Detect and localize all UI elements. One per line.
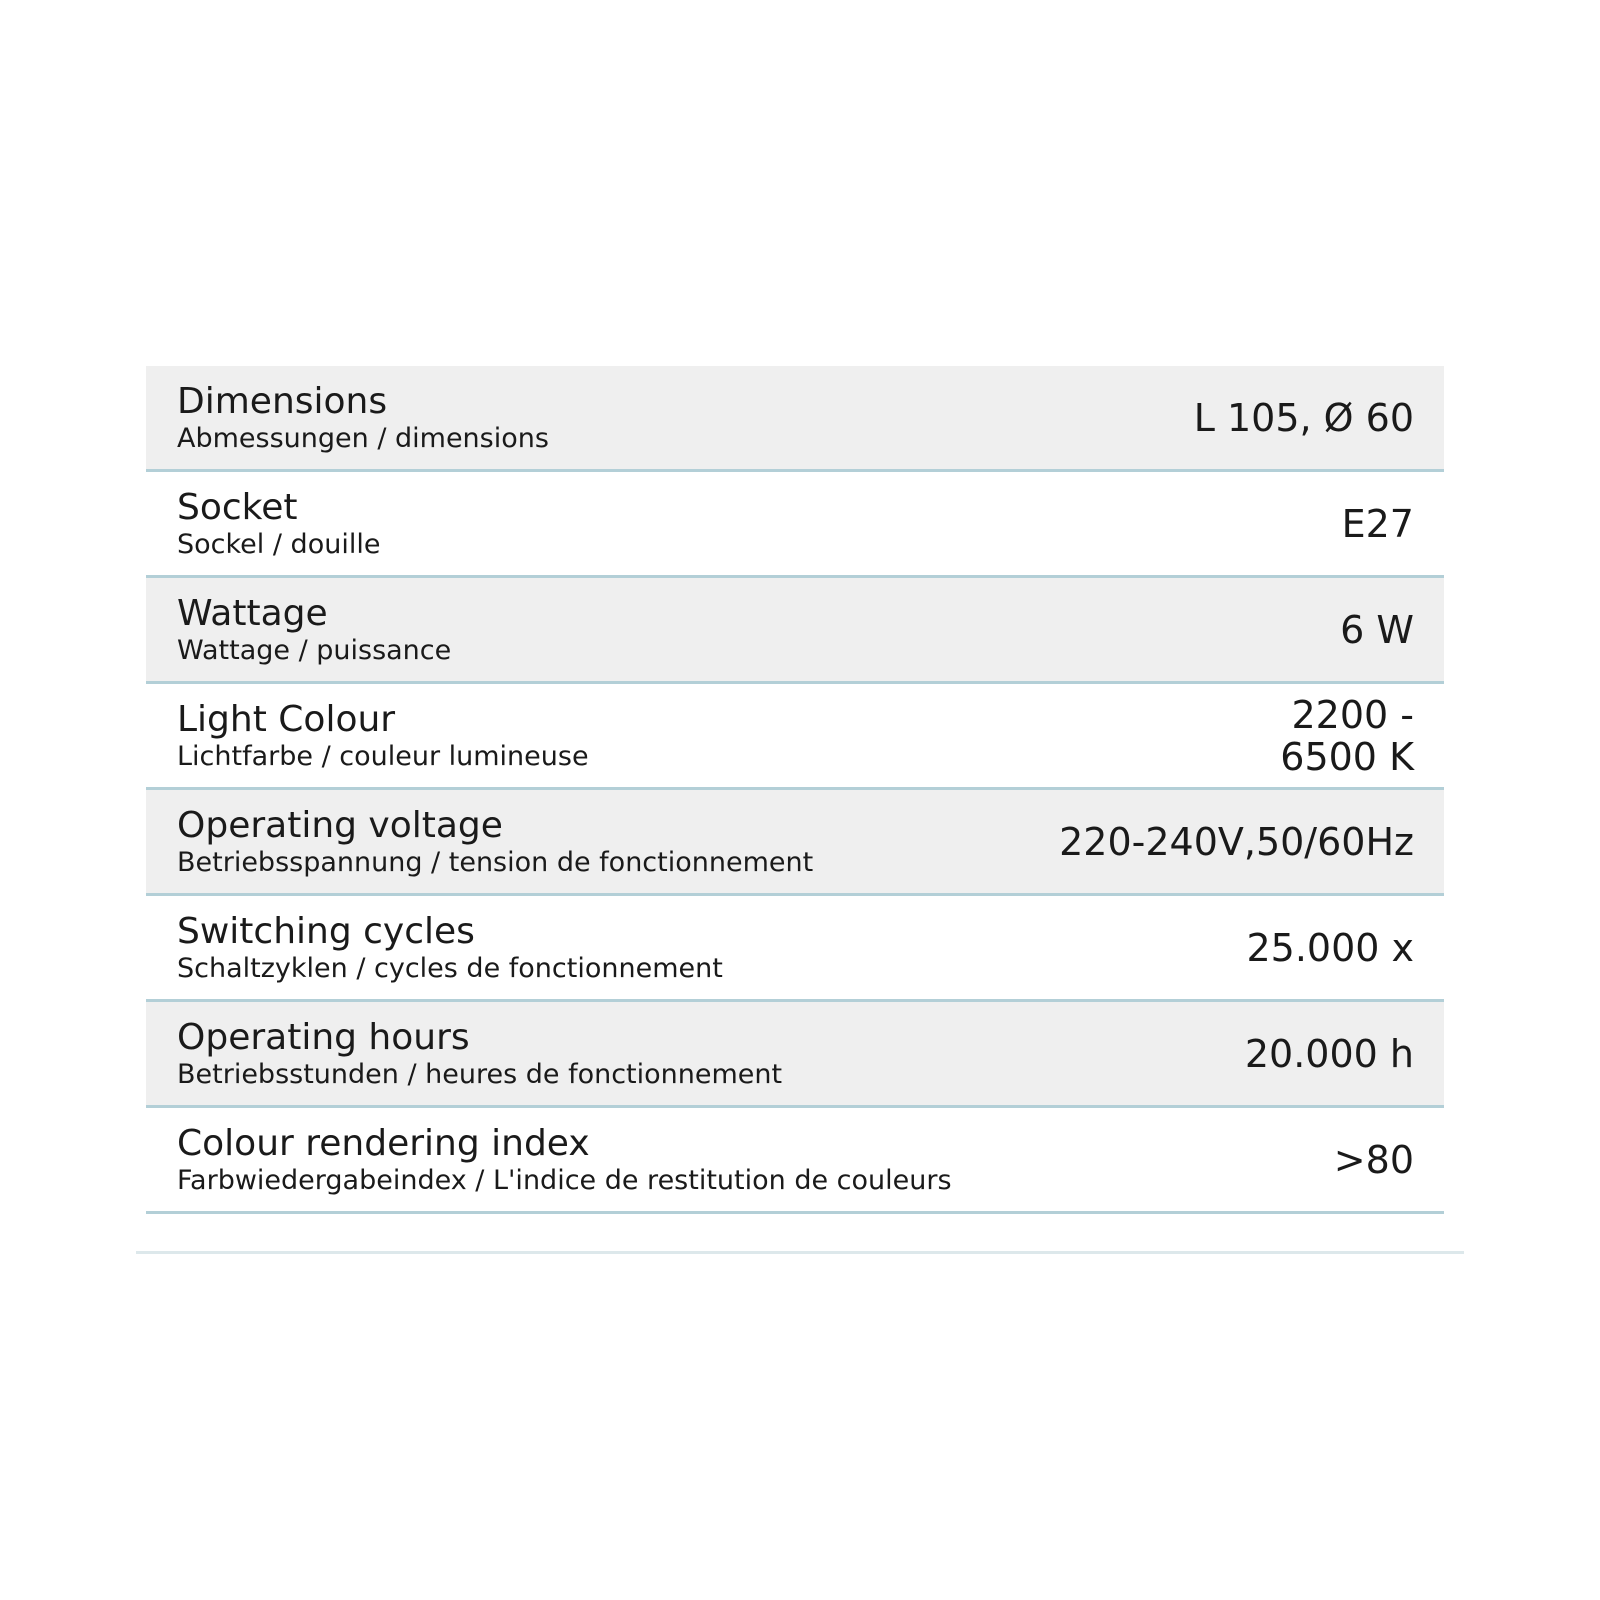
row-labels — [177, 699, 589, 773]
row-value: 6 W — [1340, 607, 1414, 652]
row-title: Switching cycles — [177, 910, 475, 952]
row-subtitle: Sockel / douille — [177, 528, 381, 560]
row-title: Operating voltage — [177, 804, 503, 846]
row-labels — [177, 593, 451, 667]
row-title: Light Colour — [177, 698, 396, 740]
row-subtitle: Abmessungen / dimensions — [177, 422, 549, 454]
row-subtitle: Betriebsspannung / tension de fonctionnement — [177, 846, 814, 878]
spec-row-dimensions — [146, 366, 1444, 472]
row-labels — [177, 1017, 782, 1091]
row-title: Socket — [177, 486, 298, 528]
row-labels — [177, 381, 549, 455]
row-value: E27 — [1341, 501, 1414, 546]
spec-row-operating-voltage — [146, 790, 1444, 896]
spec-row-colour-rendering-index — [146, 1108, 1444, 1214]
bottom-divider — [136, 1251, 1464, 1254]
spec-row-switching-cycles — [146, 896, 1444, 1002]
row-labels — [177, 487, 380, 561]
row-title: Wattage — [177, 592, 328, 634]
row-title: Operating hours — [177, 1016, 470, 1058]
row-value: 20.000 h — [1244, 1031, 1414, 1076]
row-title: Dimensions — [177, 380, 388, 422]
row-value: 220-240V,50/60Hz — [1059, 819, 1414, 864]
row-subtitle: Lichtfarbe / couleur lumineuse — [177, 740, 589, 772]
row-value: 2200 - 6500 K — [1280, 692, 1414, 779]
spec-row-operating-hours — [146, 1002, 1444, 1108]
row-title: Colour rendering index — [177, 1122, 590, 1164]
spec-row-wattage — [146, 578, 1444, 684]
spec-row-light-colour — [146, 684, 1444, 790]
spec-row-socket — [146, 472, 1444, 578]
row-labels — [177, 911, 723, 985]
row-value: 25.000 x — [1246, 925, 1414, 970]
row-value: L 105, Ø 60 — [1193, 395, 1414, 440]
spec-table — [146, 366, 1444, 1214]
row-labels — [177, 805, 813, 879]
row-value: >80 — [1333, 1137, 1414, 1182]
row-subtitle: Schaltzyklen / cycles de fonctionnement — [177, 952, 723, 984]
row-labels — [177, 1123, 952, 1197]
row-subtitle: Wattage / puissance — [177, 634, 452, 666]
row-subtitle: Betriebsstunden / heures de fonctionnement — [177, 1058, 783, 1090]
row-subtitle: Farbwiedergabeindex / L'indice de restitution de couleurs — [177, 1164, 952, 1196]
